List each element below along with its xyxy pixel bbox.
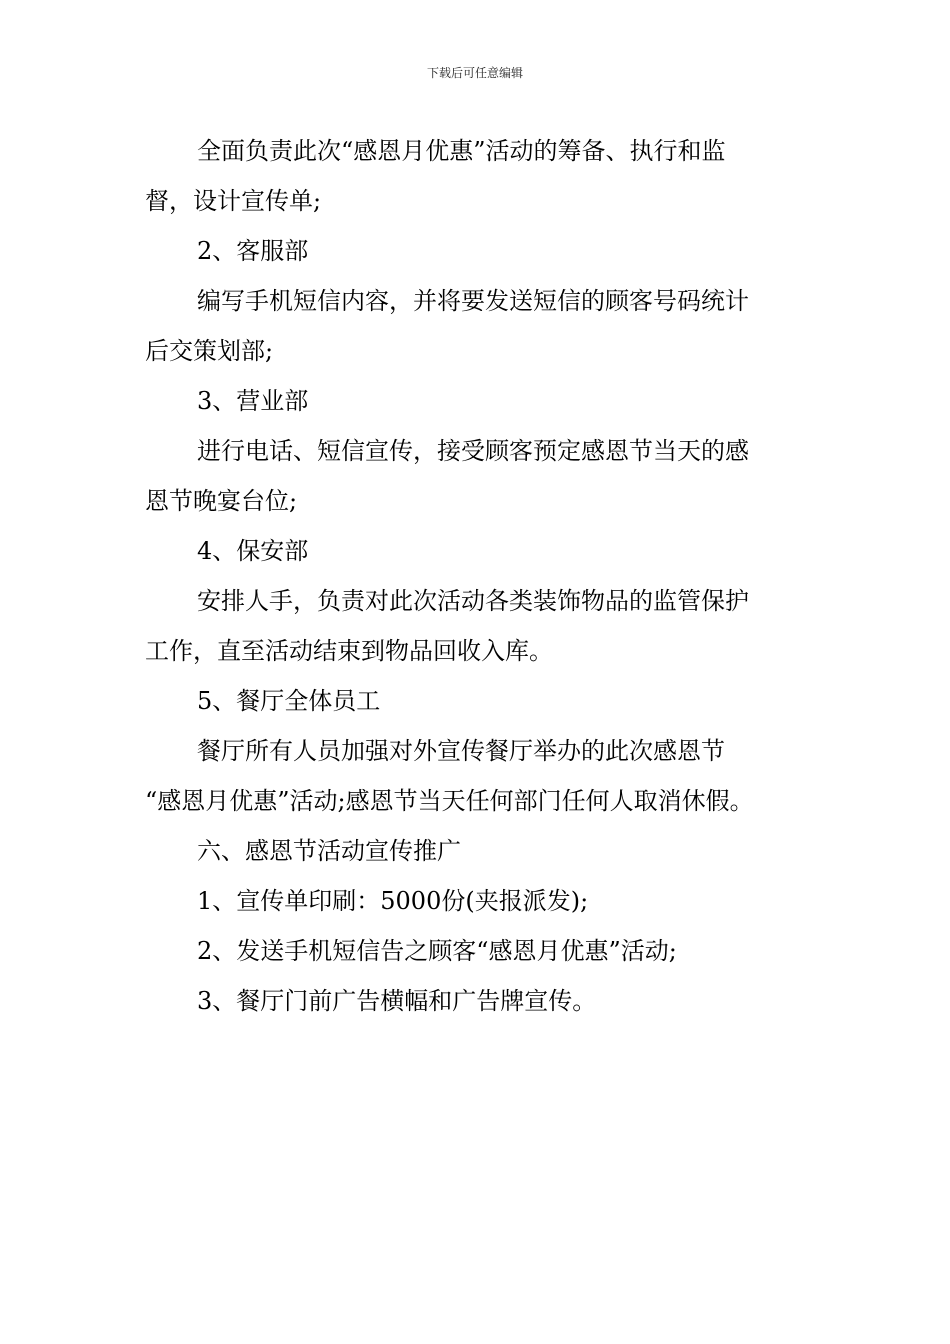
page-header: 下载后可任意编辑 [426, 66, 523, 80]
paragraph-line: 进行电话、短信宣传，接受顾客预定感恩节当天的感 [197, 437, 749, 465]
section-heading: 3、营业部 [197, 387, 309, 415]
document-body [145, 126, 810, 1026]
paragraph-line: 安排人手，负责对此次活动各类装饰物品的监管保护 [197, 587, 749, 615]
paragraph-line: 餐厅所有人员加强对外宣传餐厅举办的此次感恩节 [197, 737, 725, 765]
paragraph-line: 全面负责此次“感恩月优惠”活动的筹备、执行和监 [197, 137, 726, 165]
section-heading: 六、感恩节活动宣传推广 [197, 837, 461, 865]
list-item: 1、宣传单印刷：5000份(夹报派发); [197, 887, 589, 915]
paragraph-line: 后交策划部; [145, 337, 274, 365]
list-item: 2、发送手机短信告之顾客“感恩月优惠”活动; [197, 937, 677, 965]
paragraph-line: 工作，直至活动结束到物品回收入库。 [145, 637, 553, 665]
paragraph-line: 督，设计宣传单; [145, 187, 322, 215]
section-heading: 2、客服部 [197, 237, 309, 265]
paragraph-line: 恩节晚宴台位; [145, 487, 298, 515]
list-item: 3、餐厅门前广告横幅和广告牌宣传。 [197, 987, 597, 1015]
paragraph-line: “感恩月优惠”活动;感恩节当天任何部门任何人取消休假。 [145, 787, 754, 815]
section-heading: 4、保安部 [197, 537, 309, 565]
section-heading: 5、餐厅全体员工 [197, 687, 381, 715]
paragraph-line: 编写手机短信内容，并将要发送短信的顾客号码统计 [197, 287, 749, 315]
